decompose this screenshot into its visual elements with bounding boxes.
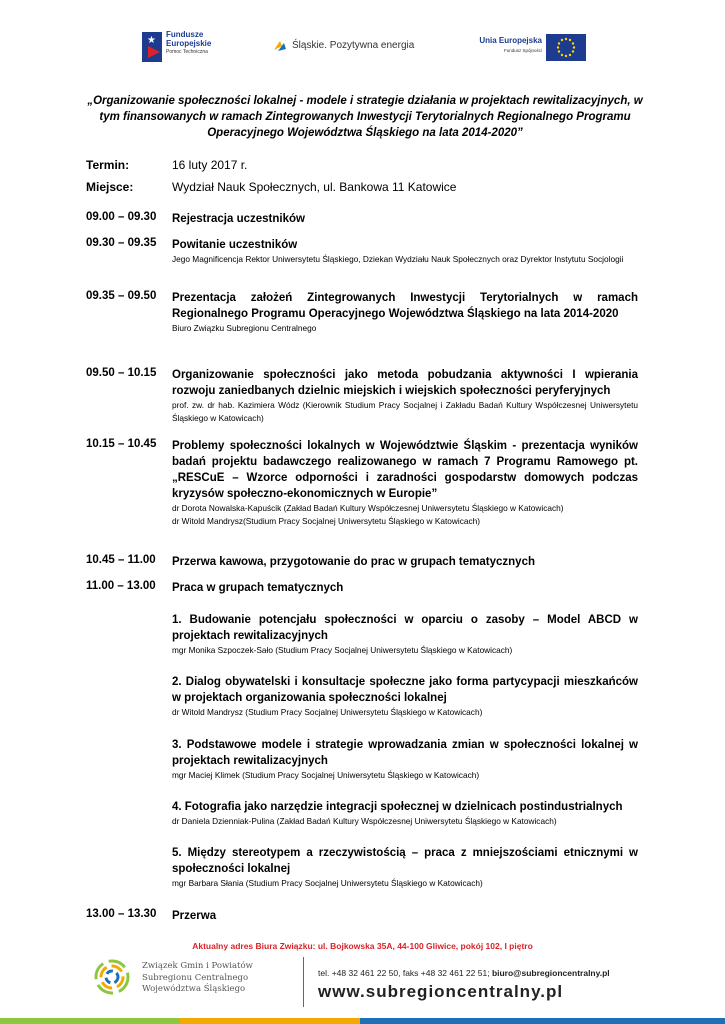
agenda-item [172,237,638,266]
group-title: 3. Podstawowe modele i strategie wprowadzania zmian w społeczności lokalnej w projektach rewitalizacyjnych [172,739,638,767]
agenda-item [172,211,638,227]
miejsce-label: Miejsce: [86,180,134,194]
zwiazek-logo [92,955,292,1011]
agenda-time: 10.45 – 11.00 [86,554,156,566]
document-title: „Organizowanie społeczności lokalnej - modele i strategie działania w projektach rewitalizacyjnych, w tym finansowanych w ramach Zintegrowanych Inwestycji Terytorialnych Regionalnego Programu Operacyjnego Województwa Śląskiego na lata 2014-2020” [87,95,643,139]
agenda-title: Problemy społeczności lokalnych w Województwie Śląskim - prezentacja wyników badań projektu badawczego realizowanego w ramach 7 Programu Ramowego pt. „RESCuE – Wzorce odporności i zaradności gospodarstw domowych podczas kryzysów społeczno-ekonomicznych w Europie” [172,440,638,500]
group-item [172,845,638,890]
group-title: 4. Fotografia jako narzędzie integracji społecznej w dzielnicach postindustrialnych [172,801,623,813]
ue-logo-line1: Unia Europejska [479,36,542,45]
footer-website[interactable]: www.subregioncentralny.pl [318,982,564,1001]
agenda-time: 10.15 – 10.45 [86,438,157,450]
slaskie-mark-icon [272,38,288,54]
group-speaker: mgr Barbara Słania (Studium Pracy Socjalnej Uniwersytetu Śląskiego w Katowicach) [172,878,483,888]
agenda-item [172,554,638,570]
group-title: 5. Między stereotypem a rzeczywistością – praca z mniejszościami etnicznymi w społeczności lokalnej [172,847,638,875]
agenda-time: 09.00 – 09.30 [86,211,157,223]
agenda-title: Przerwa [172,910,217,922]
agenda-item [172,438,638,528]
agenda-speaker: prof. zw. dr hab. Kazimiera Wódz (Kierownik Studium Pracy Socjalnej i Zakładu Badań Kultury Współczesnej Uniwersytetu Śląskiego w Katowicach) [172,400,638,423]
ue-logo-sub: Fundusz Spójności [503,48,542,53]
agenda-time: 09.30 – 09.35 [86,237,157,249]
group-title: 1. Budowanie potencjału społeczności w oparciu o zasoby – Model ABCD w projektach rewitalizacyjnych [172,614,638,642]
termin-label: Termin: [86,158,130,172]
footer-color-bar [0,1018,725,1024]
agenda-speaker-2: dr Witold Mandrysz(Studium Pracy Socjalnej Uniwersytetu Śląskiego w Katowicach) [172,516,481,526]
agenda-title: Rejestracja uczestników [172,213,305,225]
agenda-time: 13.00 – 13.30 [86,908,157,920]
unia-europejska-logo [474,34,586,62]
agenda-speaker: dr Dorota Nowalska-Kapuścik (Zakład Badań Kultury Współczesnej Uniwersytetu Śląskiego w Katowicach) [172,503,564,513]
org-line2: Subregionu Centralnego [142,972,249,983]
agenda-time: 09.50 – 10.15 [86,367,157,379]
group-item [172,612,638,657]
footer-address: Aktualny adres Biura Związku: ul. Bojkowska 35A, 44-100 Gliwice, pokój 102, I piętro [192,941,533,951]
fe-logo-line1: Fundusze [166,30,204,39]
miejsce-value: Wydział Nauk Społecznych, ul. Bankowa 11 Katowice [172,180,457,194]
zwiazek-circle-icon [92,957,132,997]
agenda-time: 09.35 – 09.50 [86,290,157,302]
fe-logo-sub: Pomoc Techniczna [166,49,208,55]
agenda-speaker: Biuro Związku Subregionu Centralnego [172,323,317,333]
org-line1: Związek Gmin i Powiatów [142,961,253,971]
group-item [172,799,638,828]
footer-phone: tel. +48 32 461 22 50, faks +48 32 461 22 51; [318,968,490,978]
group-speaker: dr Witold Mandrysz (Studium Pracy Socjalnej Uniwersytetu Śląskiego w Katowicach) [172,707,483,717]
agenda-item [172,908,638,924]
slaskie-logo-text: Śląskie. Pozytywna energia [292,40,415,51]
agenda-item [172,290,638,335]
agenda-time: 11.00 – 13.00 [86,580,156,592]
agenda-item [172,580,638,596]
fe-flag-icon: ★ [142,32,162,62]
eu-flag-icon [546,34,586,61]
agenda-title: Organizowanie społeczności jako metoda pobudzania aktywności I wpierania rozwoju zaniedbanych dzielnic miejskich i wiejskich społeczności peryferyjnych [172,369,638,397]
agenda-title: Praca w grupach tematycznych [172,582,344,594]
group-speaker: mgr Monika Szpoczek-Sało (Studium Pracy Socjalnej Uniwersytetu Śląskiego w Katowicach) [172,645,513,655]
agenda-item [172,367,638,425]
termin-value: 16 luty 2017 r. [172,158,248,172]
group-title: 2. Dialog obywatelski i konsultacje społeczne jako forma partycypacji mieszkańców w projektach organizowania społeczności lokalnej [172,676,638,704]
footer-contact [318,968,610,978]
agenda-title: Przerwa kawowa, przygotowanie do prac w grupach tematycznych [172,556,535,568]
group-speaker: mgr Maciej Klimek (Studium Pracy Socjalnej Uniwersytetu Śląskiego w Katowicach) [172,770,480,780]
footer-divider [303,957,304,1007]
group-item [172,737,638,782]
agenda-speaker: Jego Magnificencja Rektor Uniwersytetu Śląskiego, Dziekan Wydziału Nauk Społecznych oraz Dyrektor Instytutu Socjologii [172,254,624,264]
fundusze-europejskie-logo [142,30,246,64]
org-line3: Województwa Śląskiego [142,984,246,994]
footer-email[interactable]: biuro@subregioncentralny.pl [491,968,610,978]
agenda-title: Prezentacja założeń Zintegrowanych Inwestycji Terytorialnych w ramach Regionalnego Programu Operacyjnego Województwa Śląskiego na lata 2014-2020 [172,292,638,320]
agenda-title: Powitanie uczestników [172,239,298,251]
group-item [172,674,638,719]
group-speaker: dr Daniela Dzienniak-Pulina (Zakład Badań Kultury Współczesnej Uniwersytetu Śląskiego w Katowicach) [172,816,557,826]
fe-logo-line2: Europejskie [166,39,212,48]
slaskie-logo [272,38,432,56]
